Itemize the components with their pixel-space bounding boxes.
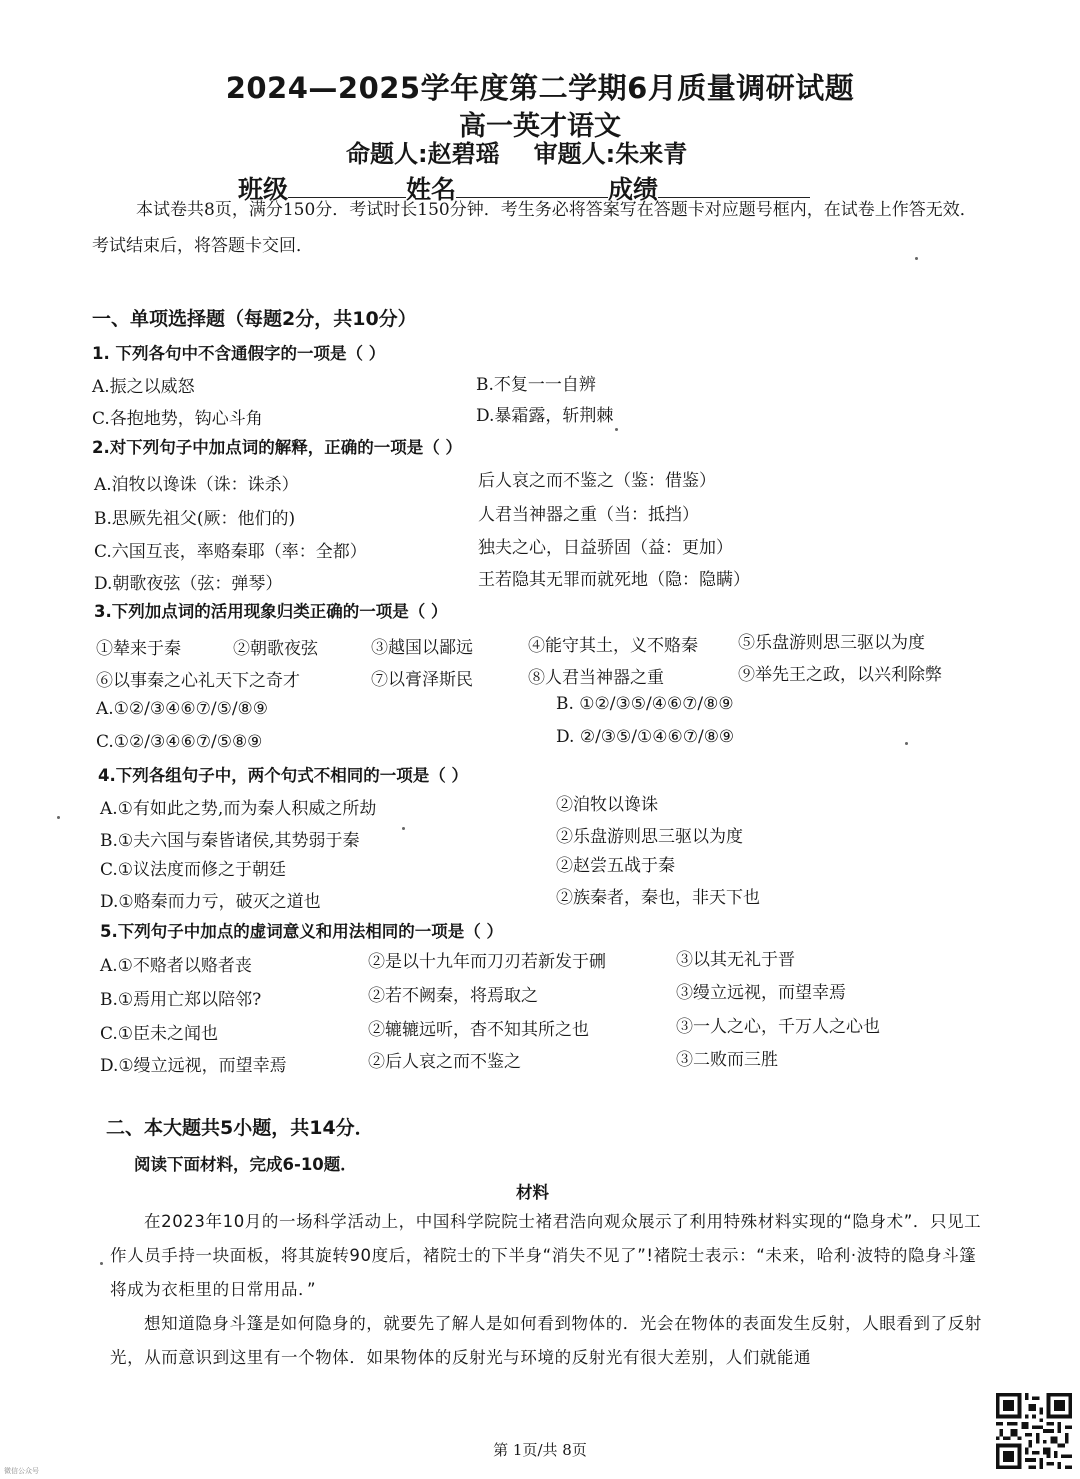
scan-speck: [402, 827, 405, 830]
question-5-option-c3: ③一人之心，千万人之心也: [676, 1017, 880, 1037]
question-2-option-c1: C.六国互丧，率赂秦耶（率：全都）: [94, 542, 367, 562]
material-title: 材料: [516, 1183, 549, 1202]
scan-speck: [905, 742, 908, 745]
question-1-option-b: B.不复一一自辨: [476, 375, 596, 395]
question-4-option-c2: ②赵尝五战于秦: [556, 856, 675, 876]
question-1-stem: 1. 下列各句中不含通假字的一项是（ ）: [92, 344, 386, 363]
question-5-option-d2: ②后人哀之而不鉴之: [368, 1052, 521, 1072]
question-5-option-a3: ③以其无礼于晋: [676, 950, 795, 970]
class-label: 班级: [238, 175, 289, 204]
question-3-option-d: D. ②/③⑤/①④⑥⑦/⑧⑨: [556, 727, 735, 747]
question-4-option-a2: ②洎牧以谗诛: [556, 795, 658, 815]
exam-instructions: 本试卷共8页，满分150分．考试时长150分钟．考生务必将答案写在答题卡对应题号框内，在试卷上作答无效．考试结束后，将答题卡交回．: [92, 200, 977, 256]
watermark-stamp: 微信公众号: [4, 1467, 39, 1475]
question-4-option-d2: ②族秦者，秦也，非天下也: [556, 888, 760, 908]
question-5-option-a1: A.①不赂者以赂者丧: [100, 956, 252, 976]
question-2-option-c2: 独夫之心，日益骄固（益：更加）: [478, 538, 733, 558]
material-paragraph-2: 想知道隐身斗篷是如何隐身的，就要先了解人是如何看到物体的．光会在物体的表面发生反射，人眼看到了反射光，从而意识到这里有一个物体．如果物体的反射光与环境的反射光有很大差别，人们就能通: [110, 1314, 982, 1367]
author-label: 命题人:赵碧瑶: [346, 140, 500, 168]
qr-code-icon: [996, 1393, 1072, 1469]
question-1-option-c: C.各抱地势，钩心斗角: [92, 409, 263, 429]
section-1-heading: 一、单项选择题（每题2分，共10分）: [92, 308, 417, 330]
question-4-option-d1: D.①赂秦而力亏，破灭之道也: [100, 892, 321, 912]
question-5-stem: 5.下列句子中加点的虚词意义和用法相同的一项是（ ）: [100, 922, 503, 941]
reviewer-label: 审题人:朱来青: [533, 140, 688, 168]
question-3-item-6: ⑥以事秦之心礼天下之奇才: [96, 671, 300, 691]
question-3-item-8: ⑧人君当神器之重: [528, 668, 664, 688]
name-label: 姓名: [406, 175, 457, 204]
question-5-option-d1: D.①缦立远视，而望幸焉: [100, 1056, 287, 1076]
exam-subtitle: 高一英才语文: [459, 111, 621, 142]
score-label: 成绩: [608, 175, 659, 204]
question-2-option-b2: 人君当神器之重（当：抵挡）: [478, 505, 699, 525]
question-5-option-c1: C.①臣未之闻也: [100, 1024, 219, 1044]
question-4-option-b2: ②乐盘游则思三驱以为度: [556, 827, 743, 847]
scan-speck: [100, 1262, 103, 1265]
exam-title: 2024—2025学年度第二学期6月质量调研试题: [225, 71, 855, 105]
question-2-option-a2: 后人哀之而不鉴之（鉴：借鉴）: [478, 471, 716, 491]
question-5-option-b2: ②若不阙秦，将焉取之: [368, 986, 538, 1006]
question-3-item-4: ④能守其土，义不赂秦: [528, 636, 698, 656]
question-5-option-c2: ②辘辘远听，杳不知其所之也: [368, 1020, 589, 1040]
question-3-item-9: ⑨举先王之政，以兴利除弊: [738, 665, 942, 685]
question-1-option-a: A.振之以威怒: [92, 377, 195, 397]
question-5-option-b3: ③缦立远视，而望幸焉: [676, 983, 846, 1003]
question-2-option-a1: A.洎牧以谗诛（诛：诛杀）: [94, 475, 299, 495]
question-3-item-2: ②朝歌夜弦: [233, 639, 318, 659]
question-2-stem: 2.对下列句子中加点词的解释，正确的一项是（ ）: [92, 438, 462, 457]
section-2-instruction: 阅读下面材料，完成6-10题．: [134, 1155, 357, 1174]
question-2-option-d2: 王若隐其无罪而就死地（隐：隐瞒）: [478, 570, 750, 590]
question-5-option-b1: B.①焉用亡郑以陪邻?: [100, 990, 262, 1010]
scan-speck: [915, 257, 918, 260]
section-2-heading: 二、本大题共5小题，共14分．: [106, 1117, 374, 1139]
question-3-stem: 3.下列加点词的活用现象归类正确的一项是（ ）: [94, 602, 448, 621]
question-5-option-d3: ③二败而三胜: [676, 1050, 778, 1070]
question-5-option-a2: ②是以十九年而刀刃若新发于硎: [368, 952, 606, 972]
question-4-stem: 4.下列各组句子中，两个句式不相同的一项是（ ）: [98, 766, 468, 785]
question-2-option-b1: B.思厥先祖父(厥：他们的): [94, 509, 296, 529]
scan-speck: [615, 428, 618, 431]
question-3-item-1: ①辇来于秦: [96, 639, 181, 659]
scan-speck: [57, 816, 60, 819]
question-4-option-a1: A.①有如此之势,而为秦人积威之所劫: [100, 799, 377, 819]
question-3-item-3: ③越国以鄙远: [371, 638, 473, 658]
question-3-item-7: ⑦以膏泽斯民: [371, 670, 473, 690]
author-line: [346, 134, 687, 169]
question-3-option-b: B. ①②/③⑤/④⑥⑦/⑧⑨: [556, 694, 734, 714]
question-1-option-d: D.暴霜露，斩荆棘: [476, 406, 614, 426]
question-4-option-c1: C.①议法度而修之于朝廷: [100, 860, 287, 880]
material-paragraph-1: 在2023年10月的一场科学活动上，中国科学院院士褚君浩向观众展示了利用特殊材料实现的“隐身术”．只见工作人员手持一块面板，将其旋转90度后，褚院士的下半身“消失不见了”!褚院士表示：“未来，哈利·波特的隐身斗篷将成为衣柜里的日常用品．”: [110, 1212, 982, 1299]
question-3-option-a: A.①②/③④⑥⑦/⑤/⑧⑨: [96, 699, 269, 719]
question-2-option-d1: D.朝歌夜弦（弦：弹琴）: [94, 574, 283, 594]
question-3-item-5: ⑤乐盘游则思三驱以为度: [738, 633, 925, 653]
page-number: 第 1页/共 8页: [493, 1441, 587, 1459]
question-3-option-c: C.①②/③④⑥⑦/⑤⑧⑨: [96, 732, 263, 752]
question-4-option-b1: B.①夫六国与秦皆诸侯,其势弱于秦: [100, 831, 360, 851]
